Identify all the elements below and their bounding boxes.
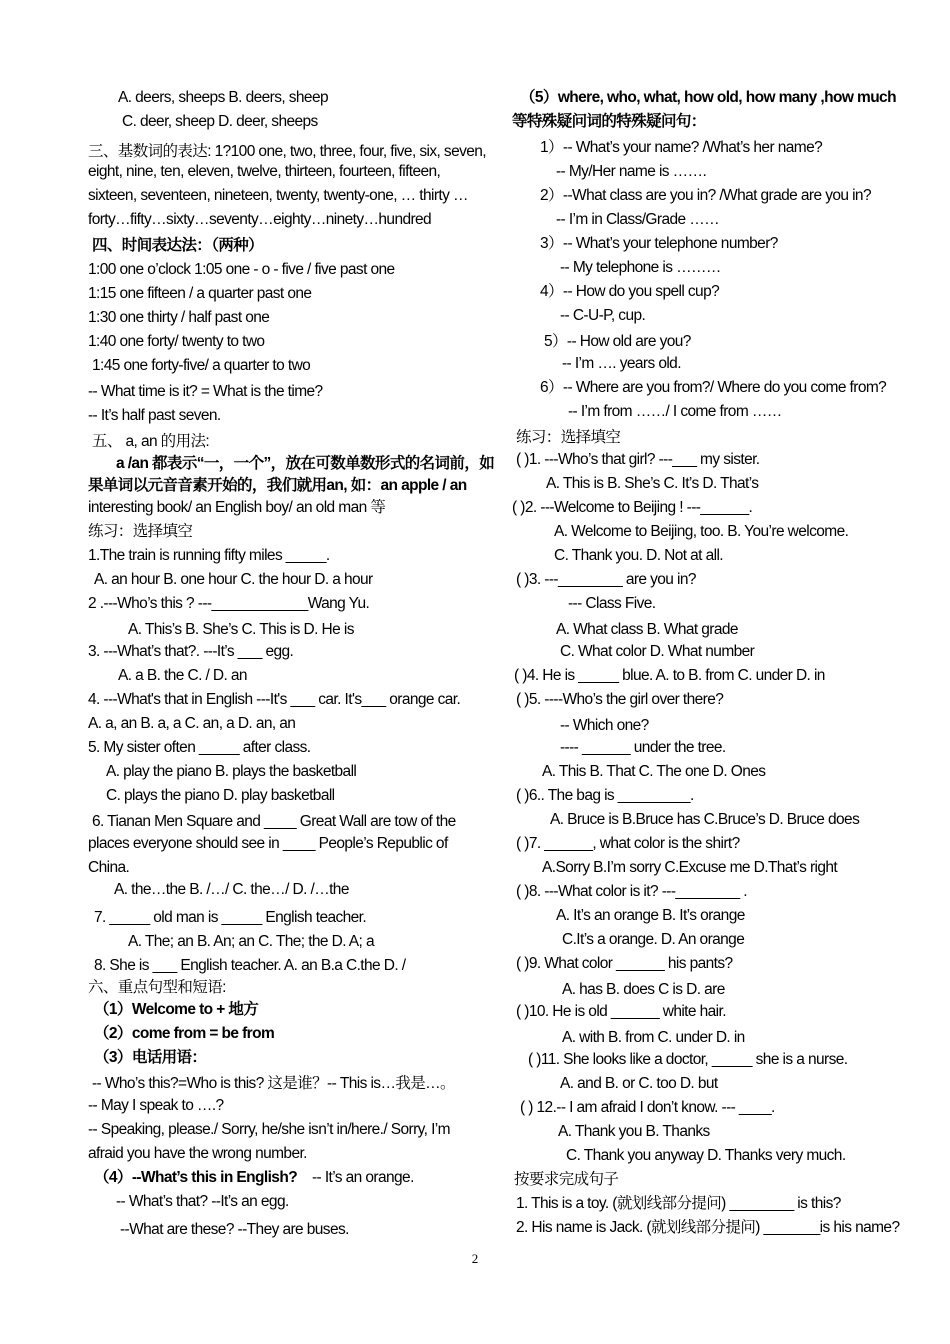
right-text-line: A.Sorry B.I’m sorry C.Excuse me D.That’s right (542, 859, 838, 876)
right-text-line: ---- ______ under the tree. (560, 739, 726, 756)
left-text-line: eight, nine, ten, eleven, twelve, thirteen, fourteen, fifteen, (88, 163, 441, 180)
left-text-line: A. an hour B. one hour C. the hour D. a hour (94, 571, 373, 588)
left-text-line: 8. She is ___ English teacher. A. an B.a C.the D. / (94, 957, 406, 974)
right-text-line: 5）-- How old are you? (544, 333, 691, 350)
right-text-line: 4）-- How do you spell cup? (540, 283, 720, 300)
right-text-line: C. Thank you. D. Not at all. (554, 547, 723, 564)
right-text-line: A. This is B. She’s C. It’s D. That’s (546, 475, 759, 492)
left-text-line: 五、 a, an 的用法: (92, 433, 210, 450)
right-text-line: ( )1. ---Who’s that girl? ---___ my sister. (516, 451, 760, 468)
right-text-line: C. Thank you anyway D. Thanks very much. (566, 1147, 846, 1164)
left-text-line: interesting book/ an English boy/ an old man 等 (88, 499, 386, 516)
left-text-line: （3）电话用语： (94, 1049, 207, 1066)
left-text-line: forty…fifty…sixty…seventy…eighty…ninety…hundred (88, 211, 432, 228)
right-text-line: ( )4. He is _____ blue. A. to B. from C. under D. in (514, 667, 825, 684)
right-text-line: A. What class B. What grade (556, 621, 738, 638)
right-text-line: A. has B. does C is D. are (562, 981, 725, 998)
left-text-line: A. deers, sheeps B. deers, sheep (118, 89, 328, 106)
left-text-line: （4）--What’s this in English? -- It’s an orange. (94, 1169, 414, 1186)
left-text-line: 四、时间表达法：（两种） (92, 237, 264, 254)
left-text-line: A. This’s B. She’s C. This is D. He is (128, 621, 354, 638)
left-text-line: 果单词以元音音素开始的，我们就用an, 如：an apple / an (88, 477, 467, 494)
left-text-line: 7. _____ old man is _____ English teacher. (94, 909, 367, 926)
left-text-line: -- Speaking, please./ Sorry, he/she isn’t in/here./ Sorry, I’m (88, 1121, 450, 1138)
right-text-line: A. Thank you B. Thanks (558, 1123, 710, 1140)
right-text-line: ( )2. ---Welcome to Beijing ! ---______. (512, 499, 753, 516)
right-text-line: -- I’m from ……/ I come from …… (568, 403, 782, 420)
right-text-line: A. with B. from C. under D. in (562, 1029, 745, 1046)
right-text-line: C.It’s a orange. D. An orange (562, 931, 745, 948)
right-text-line: -- Which one? (560, 717, 649, 734)
left-text-line: （2）come from = be from (94, 1025, 275, 1042)
right-text-line: 1）-- What’s your name? /What’s her name? (540, 139, 823, 156)
left-text-line: -- What’s that? --It’s an egg. (116, 1193, 289, 1210)
right-text-line: -- C-U-P, cup. (560, 307, 646, 324)
right-text-line: A. This B. That C. The one D. Ones (542, 763, 766, 780)
left-text-line: -- Who’s this?=Who is this? 这是谁？-- This is…我是…。 (92, 1075, 455, 1092)
left-text-line: 1:45 one forty-five/ a quarter to two (92, 357, 311, 374)
left-text-line: 练习：选择填空 (88, 523, 193, 540)
answer-text: -- It’s an orange. (312, 1169, 414, 1186)
right-text-line: 2. His name is Jack. (就划线部分提问) _______is his name? (516, 1219, 900, 1236)
left-text-line: 1:00 one o’clock 1:05 one - o - five / five past one (88, 261, 395, 278)
right-text-line: 等特殊疑问词的特殊疑问句： (512, 113, 706, 130)
right-text-line: -- I’m …. years old. (562, 355, 681, 372)
left-text-line: C. deer, sheep D. deer, sheeps (122, 113, 318, 130)
left-text-line: 2 .---Who’s this ? ---____________Wang Yu. (88, 595, 370, 612)
right-text-line: C. What color D. What number (560, 643, 755, 660)
left-text-line: --What are these? --They are buses. (120, 1221, 349, 1238)
right-text-line: A. Bruce is B.Bruce has C.Bruce’s D. Bruce does (550, 811, 860, 828)
right-text-line: 练习：选择填空 (516, 429, 621, 446)
right-text-line: -- My/Her name is ……. (556, 163, 707, 180)
left-text-line: A. the…the B. /…/ C. the…/ D. /…the (114, 881, 349, 898)
left-text-line: sixteen, seventeen, nineteen, twenty, twenty-one, … thirty … (88, 187, 468, 204)
left-text-line: 六、重点句型和短语: (88, 979, 226, 996)
left-text-line: afraid you have the wrong number. (88, 1145, 307, 1162)
left-text-line: 4. ---What's that in English ---It's ___ car. It's___ orange car. (88, 691, 461, 708)
right-text-line: --- Class Five. (568, 595, 656, 612)
left-text-line: （1）Welcome to + 地方 (94, 1001, 259, 1018)
right-text-line: ( )8. ---What color is it? ---________ . (516, 883, 747, 900)
right-text-line: 1. This is a toy. (就划线部分提问) ________ is this? (516, 1195, 841, 1212)
left-text-line: 1:30 one thirty / half past one (88, 309, 270, 326)
right-text-line: （5）where, who, what, how old, how many ,how much (520, 89, 896, 106)
right-text-line: A. Welcome to Beijing, too. B. You’re welcome. (554, 523, 849, 540)
left-text-line: 3. ---What’s that?. ---It’s ___ egg. (88, 643, 294, 660)
left-text-line: A. play the piano B. plays the basketball (106, 763, 357, 780)
left-text-line: A. The; an B. An; an C. The; the D. A; a (128, 933, 374, 950)
page-number: 2 (471, 1251, 479, 1266)
left-text-line: 5. My sister often _____ after class. (88, 739, 311, 756)
left-text-line: 1.The train is running fifty miles _____. (88, 547, 330, 564)
right-text-line: ( )3. ---________ are you in? (516, 571, 696, 588)
left-text-line: places everyone should see in ____ People’s Republic of (88, 835, 448, 852)
right-text-line: ( )9. What color ______ his pants? (516, 955, 733, 972)
right-text-line: A. and B. or C. too D. but (560, 1075, 718, 1092)
left-text-line: C. plays the piano D. play basketball (106, 787, 335, 804)
left-text-line: -- What time is it? = What is the time? (88, 383, 323, 400)
right-text-line: ( ) 12.-- I am afraid I don’t know. --- ____. (520, 1099, 775, 1116)
right-text-line: -- I’m in Class/Grade …… (556, 211, 720, 228)
right-text-line: ( )11. She looks like a doctor, _____ she is a nurse. (528, 1051, 848, 1068)
left-text-line: -- It’s half past seven. (88, 407, 221, 424)
left-text-line: 6. Tianan Men Square and ____ Great Wall are tow of the (92, 813, 456, 830)
right-text-line: 2）--What class are you in? /What grade are you in? (540, 187, 871, 204)
right-text-line: -- My telephone is ……… (560, 259, 721, 276)
right-text-line: ( )6.. The bag is _________. (516, 787, 694, 804)
left-text-line: 三、基数词的表达: 1?100 one, two, three, four, five, six, seven, (88, 143, 486, 160)
right-text-line: ( )5. ----Who’s the girl over there? (516, 691, 724, 708)
right-text-line: ( )7. ______, what color is the shirt? (516, 835, 740, 852)
right-text-line: 按要求完成句子 (514, 1171, 619, 1188)
left-text-line: A. a, an B. a, a C. an, a D. an, an (88, 715, 296, 732)
left-text-line: 1:15 one fifteen / a quarter past one (88, 285, 312, 302)
left-text-line: -- May I speak to ….? (88, 1097, 224, 1114)
left-text-line: a /an 都表示“一，一个”，放在可数单数形式的名词前，如 (116, 455, 495, 472)
right-text-line: 3）-- What’s your telephone number? (540, 235, 778, 252)
right-text-line: ( )10. He is old ______ white hair. (516, 1003, 726, 1020)
left-text-line: 1:40 one forty/ twenty to two (88, 333, 265, 350)
left-text-line: China. (88, 859, 130, 876)
right-text-line: 6）-- Where are you from?/ Where do you come from? (540, 379, 887, 396)
right-text-line: A. It’s an orange B. It’s orange (556, 907, 745, 924)
left-text-line: A. a B. the C. / D. an (118, 667, 247, 684)
